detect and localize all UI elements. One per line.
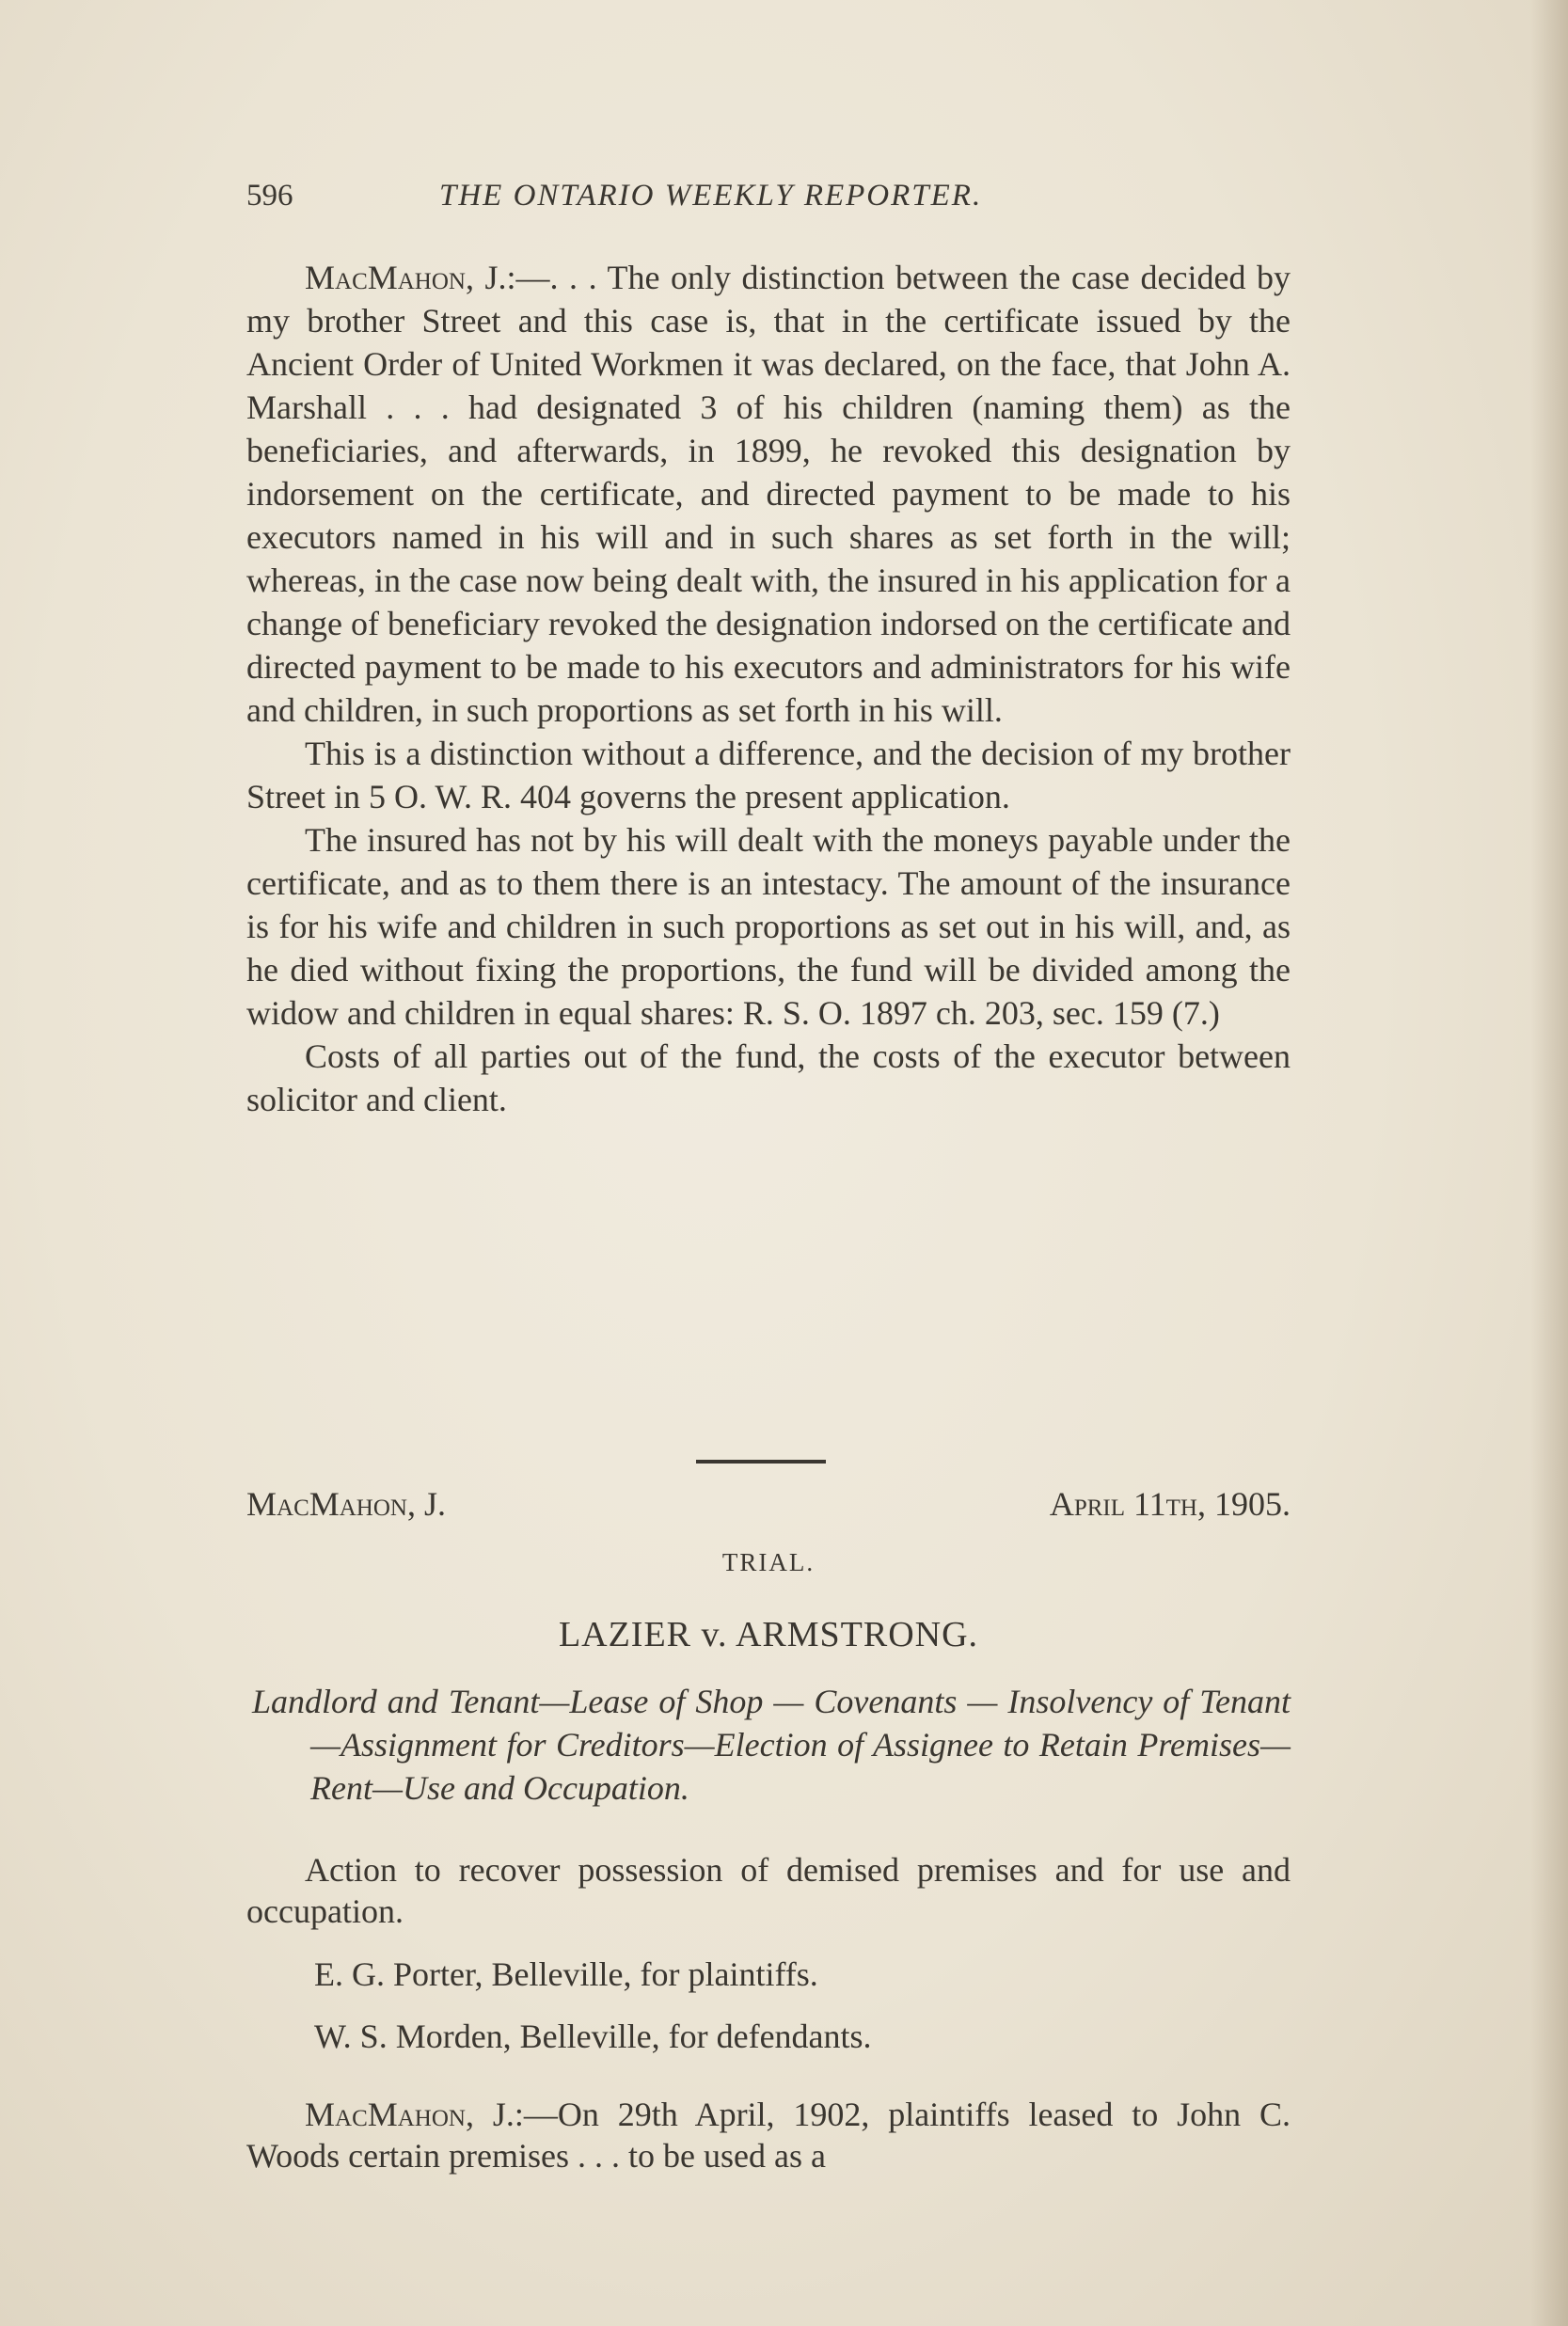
running-title: THE ONTARIO WEEKLY REPORTER. xyxy=(439,179,983,213)
judgment-text xyxy=(246,256,1291,1121)
paragraph-text: :—. . . The only distinction between the case decided by my brother Street and this case is, that in the certificate issued by the Ancient Order of United Workmen it was declared, on the face, that John A. Marshall . . . had designated 3 of his children (naming them) as the beneficiaries, and afterwards, in 1899, he revoked this designation by indorsement on the certificate, and directed payment to be made to his executors named in his will and in such shares as set forth in the will; whereas, in the case now being dealt with, the insured in his application for a change of beneficiary revoked the designation indorsed on the certificate and directed payment to be made to his executors and administrators for his wife and children, in such proportions as set forth in his will. xyxy=(246,259,1291,729)
case-date: April 11th, 1905. xyxy=(1049,1485,1291,1523)
page-number: 596 xyxy=(246,179,293,213)
case-judge: MacMahon, J. xyxy=(246,1485,446,1523)
judgment-paragraph: Costs of all parties out of the fund, the costs of the executor between solicitor and client. xyxy=(246,1037,1291,1118)
opening-text xyxy=(246,2094,1291,2176)
case-line xyxy=(246,1484,1291,1531)
judge-name: MacMahon, J. xyxy=(305,259,507,296)
case-title: LAZIER v. ARMSTRONG. xyxy=(558,1615,979,1654)
action-text: Action to recover possession of demised premises and for use and occupation. xyxy=(246,1851,1291,1930)
judgment-paragraph xyxy=(246,256,1291,732)
opening-paragraph xyxy=(246,2094,1291,2176)
opening-body: :—On 29th April, 1902, plaintiffs leased to John C. Woods certain premises . . . to be used as a xyxy=(246,2096,1291,2175)
action-paragraph xyxy=(246,1849,1291,1932)
running-header xyxy=(246,179,1291,226)
counsel-defendants: W. S. Morden, Belleville, for defendants. xyxy=(314,2017,872,2055)
counsel-plaintiffs: E. G. Porter, Belleville, for plaintiffs. xyxy=(314,1955,818,1993)
judgment-paragraph: The insured has not by his will dealt with the moneys payable under the certificate, and as to them there is an intestacy. The amount of the insurance is for his wife and children in such proportions as set out in his will, and, as he died without fixing the proportions, the fund will be divided among the widow and children in equal shares: R. S. O. 1897 ch. 203, sec. 159 (7.) xyxy=(246,821,1291,1032)
judgment-paragraph: This is a distinction without a difference, and the decision of my brother Street in 5 O. W. R. 404 governs the present application. xyxy=(246,735,1291,815)
section-divider xyxy=(696,1460,826,1464)
page-edge-shadow xyxy=(1530,0,1568,2326)
opening-judge: MacMahon, J. xyxy=(305,2096,515,2133)
headnote: Landlord and Tenant—Lease of Shop — Covenants — Insolvency of Tenant—Assignment for Creditors—Election of Assignee to Retain Premises—Rent—Use and Occupation. xyxy=(252,1683,1291,1807)
case-type: TRIAL. xyxy=(721,1548,816,1576)
